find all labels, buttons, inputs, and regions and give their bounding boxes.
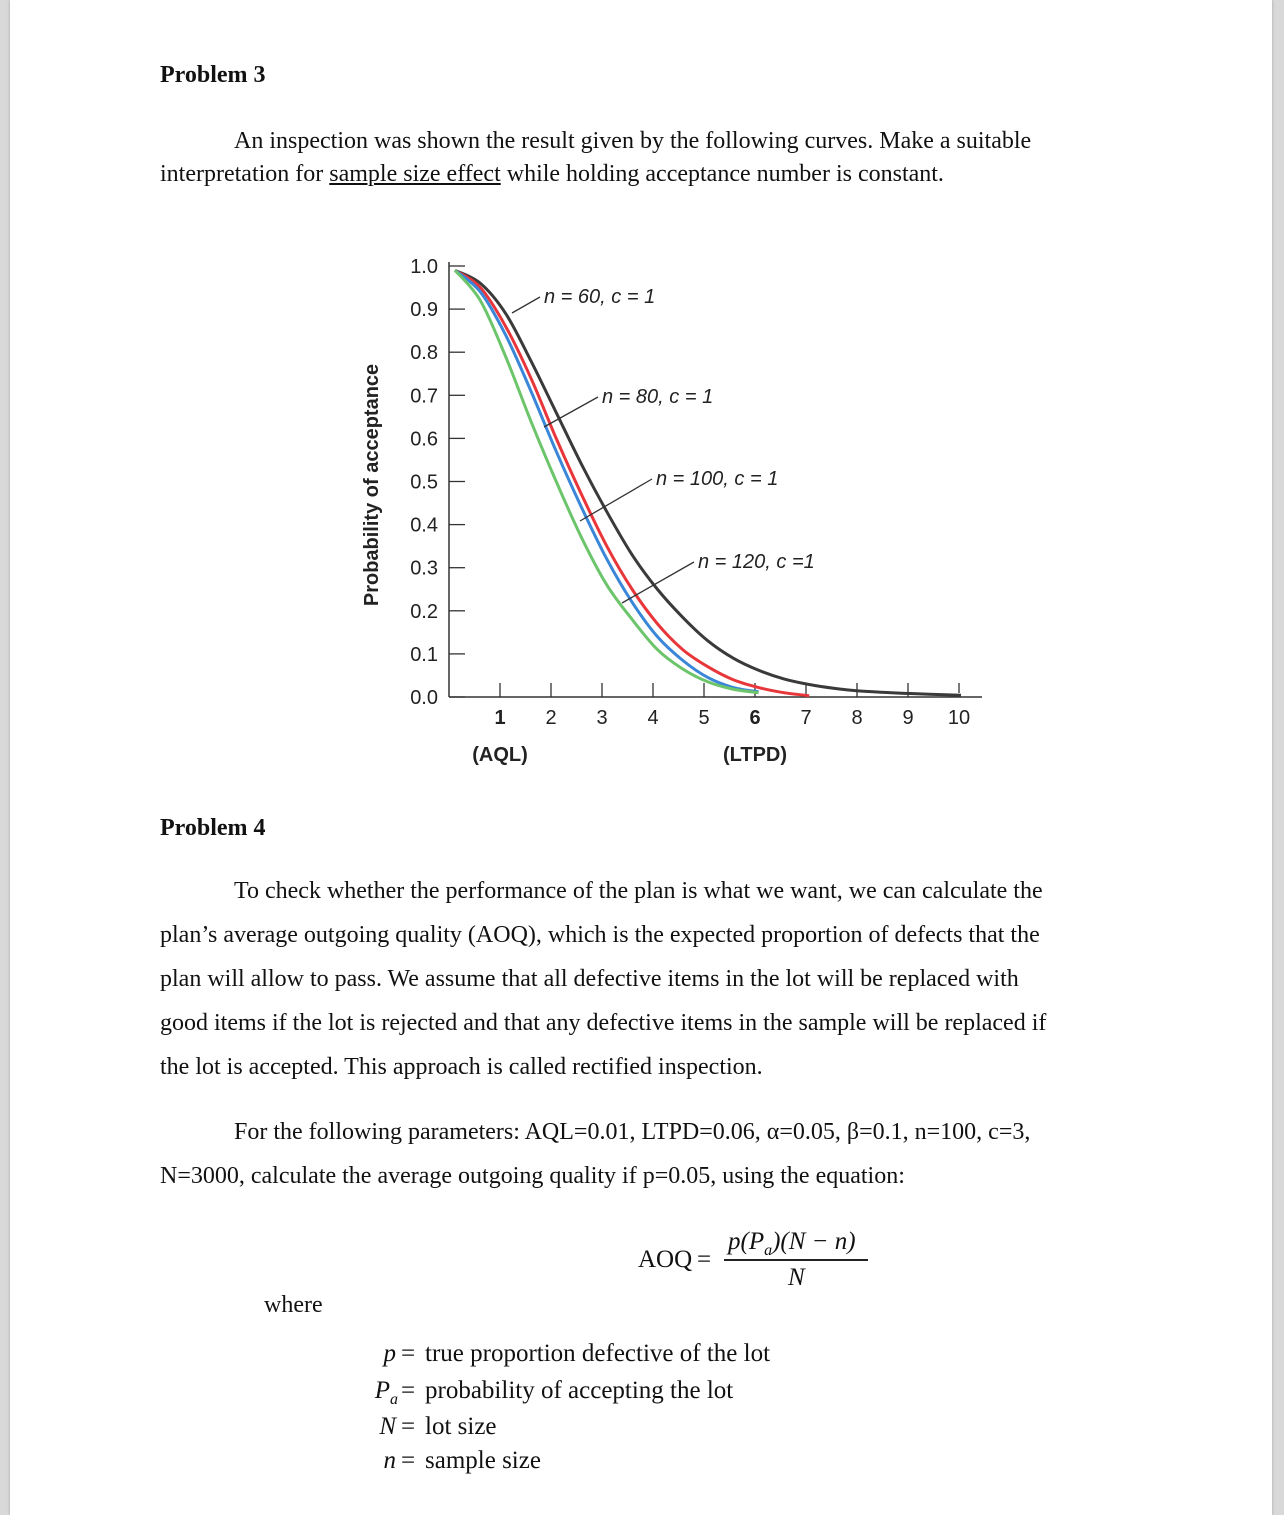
callout-label-1: n = 60, c = 1: [544, 286, 656, 308]
x-tick-label: 2: [545, 707, 557, 729]
problem-3-line-1: An inspection was shown the result given by the following curves. Make a suitable: [234, 128, 1032, 154]
callout-leader-line: [622, 562, 694, 603]
callout-leader-line: [512, 297, 540, 313]
problem-4-para-1-line-3: plan will allow to pass. We assume that all defective items in the lot will be replaced with: [160, 966, 1019, 992]
x-tick-label: 9: [902, 707, 914, 729]
def-text-p: true proportion defective of the lot: [425, 1340, 771, 1367]
problem-4-heading: Problem 4: [160, 815, 266, 841]
y-tick-label: 0.8: [410, 342, 438, 365]
x-tick-label: 8: [851, 707, 863, 729]
document-page: [10, 0, 1272, 1515]
def-symbol-pa: $P_a$: [374, 1377, 398, 1408]
problem-4-para-1-line-1: To check whether the performance of the plan is what we want, we can calculate the: [234, 878, 1043, 904]
def-symbol-p: p: [383, 1340, 396, 1367]
x-annotation: (LTPD): [722, 744, 788, 766]
x-tick-label: 1: [494, 707, 506, 729]
def-text-pa: probability of accepting the lot: [425, 1377, 734, 1404]
problem-3-heading: Problem 3: [160, 62, 266, 88]
equation-denominator: N: [788, 1264, 805, 1291]
def-equals-n-upper: =: [401, 1413, 416, 1440]
y-tick-label: 0.9: [410, 299, 438, 322]
def-equals-p: =: [401, 1340, 416, 1367]
x-tick-label: 7: [800, 707, 812, 729]
equation-lhs: AOQ: [638, 1246, 693, 1273]
line-2-pre: interpretation for: [160, 161, 324, 187]
def-equals-n-lower: =: [401, 1447, 416, 1474]
y-tick-label: 0.3: [410, 557, 438, 580]
x-tick-label: 3: [596, 707, 608, 729]
equation-equals: =: [697, 1246, 712, 1273]
problem-4-para-1-line-5: the lot is accepted. This approach is called rectified inspection.: [160, 1054, 763, 1080]
problem-4-para-1-line-4: good items if the lot is rejected and that any defective items in the sample will be replaced if: [160, 1010, 1047, 1036]
y-tick-label: 0.0: [410, 687, 438, 709]
problem-3-line-2: [160, 158, 944, 191]
callout-label-3: n = 100, c = 1: [656, 468, 779, 490]
y-tick-label: 0.5: [410, 471, 438, 494]
y-axis-label: Probability of acceptance: [361, 363, 383, 607]
def-equals-pa: =: [401, 1377, 416, 1404]
oc-curve-chart: [330, 235, 1010, 780]
y-tick-label: 0.1: [410, 643, 438, 666]
y-tick-label: 0.6: [410, 428, 438, 451]
def-text-n-lower: sample size: [425, 1447, 541, 1474]
x-tick-label: 6: [749, 707, 761, 729]
x-tick-label: 10: [947, 707, 971, 729]
where-label: where: [264, 1292, 323, 1318]
sample-size-effect-underlined: sample size effect: [329, 161, 501, 187]
callout-label-4: n = 120, c =1: [698, 551, 815, 573]
y-tick-label: 1.0: [410, 256, 438, 278]
def-symbol-n-lower: n: [383, 1447, 396, 1474]
x-tick-label: 5: [698, 707, 710, 729]
y-tick-label: 0.4: [410, 514, 438, 537]
equation-numerator: $p(P_a)(N - n)$: [728, 1228, 856, 1259]
def-text-n-upper: lot size: [425, 1413, 497, 1440]
def-symbol-n-upper: N: [379, 1413, 396, 1440]
problem-4-para-2-line-1: For the following parameters: AQL=0.01, LTPD=0.06, α=0.05, β=0.1, n=100, c=3,: [234, 1119, 1031, 1145]
y-tick-label: 0.2: [410, 600, 438, 623]
fraction-bar: [724, 1259, 868, 1261]
x-annotation: (AQL): [472, 744, 528, 766]
problem-4-para-2-line-2: N=3000, calculate the average outgoing quality if p=0.05, using the equation:: [160, 1163, 905, 1189]
line-2-post: while holding acceptance number is constant.: [506, 161, 944, 187]
problem-4-para-1-line-2: plan’s average outgoing quality (AOQ), which is the expected proportion of defects that the: [160, 922, 1040, 948]
y-tick-label: 0.7: [410, 385, 438, 408]
callout-label-2: n = 80, c = 1: [602, 386, 714, 408]
x-tick-label: 4: [647, 707, 659, 729]
